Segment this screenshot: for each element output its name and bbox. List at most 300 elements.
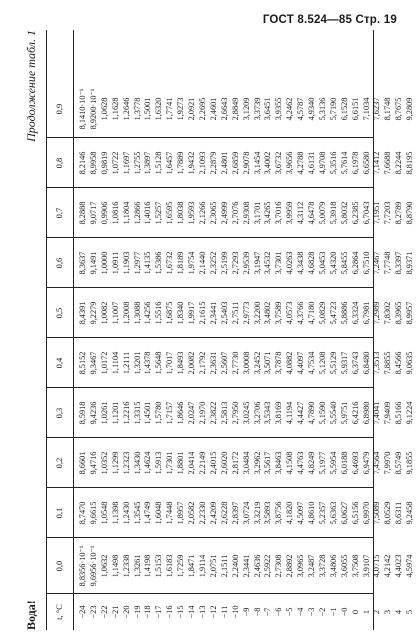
table-cell: 4,1508: [285, 451, 295, 475]
table-cell: 1,7301: [165, 451, 175, 475]
table-cell: 1,3897: [143, 151, 153, 175]
table-cell: 2,9308: [241, 201, 251, 225]
table-cell: 3,4802: [263, 301, 273, 325]
table-cell: 5,0829: [317, 301, 327, 325]
table-cell: 3,4265: [263, 201, 273, 225]
table-cell: 4,5974: [405, 554, 415, 578]
table-cell: 1,9432: [187, 151, 197, 175]
table-cell: 5,8886: [339, 301, 349, 325]
table-cell: 4,2788: [296, 151, 306, 175]
header-column: 0,1: [54, 507, 64, 519]
table-cell: 1,5516: [154, 301, 164, 325]
table-cell: 3,3739: [252, 97, 262, 121]
table-cell: 3,1947: [252, 251, 262, 275]
value-column: [78, 288, 416, 338]
table-cell: −1: [328, 607, 338, 617]
table-cell: 5,1977: [317, 451, 327, 475]
table-cell: 4,8249: [307, 451, 317, 475]
table-cell: 4,7890: [307, 401, 317, 425]
table-cell: 3,7301: [274, 251, 284, 275]
table-cell: 4,7534: [307, 351, 317, 375]
table-cell: 1,8471: [187, 554, 197, 578]
table-cell: 1,0000: [99, 251, 109, 275]
table-cell: 9,4236: [88, 401, 98, 425]
table-cell: 1,8038: [176, 201, 186, 225]
table-cell: 6,5156: [350, 501, 360, 525]
table-cell: 2,5403: [219, 301, 229, 325]
table-continuation-label: Продолжение табл. 1: [24, 30, 38, 142]
column-divider: [46, 237, 374, 238]
table-cell: 5,1208: [317, 351, 327, 375]
table-cell: 2,3252: [208, 251, 218, 275]
table-cell: −11: [219, 605, 229, 619]
table-cell: 1,0628: [99, 97, 109, 121]
table-cell: 2,4601: [208, 97, 218, 121]
table-cell: 2,4209: [208, 501, 218, 525]
table-cell: 8,9958: [88, 151, 98, 175]
table-cell: −23: [88, 605, 98, 619]
table-cell: 8,5749: [394, 451, 404, 475]
table-cell: 1,7017: [165, 351, 175, 375]
table-cell: 3,2706: [252, 401, 262, 425]
table-cell: 1,1201: [110, 401, 120, 425]
page-header: ГОСТ 8.524—85 Стр. 19: [262, 14, 397, 26]
table-cell: 2,1970: [197, 401, 207, 425]
table-cell: 2: [372, 609, 382, 615]
table-cell: 8,8790: [405, 201, 415, 225]
table-cell: 1,7741: [165, 97, 175, 121]
table-cell: 3,2200: [252, 301, 262, 325]
table-cell: 1,9114: [197, 554, 207, 578]
table-cell: 5,0453: [317, 251, 327, 275]
table-cell: 6,6151: [350, 97, 360, 121]
rotated-page-content: [18, 30, 415, 630]
table-cell: 1,6048: [154, 501, 164, 525]
table-cell: 4,5097: [296, 501, 306, 525]
column-divider: [46, 187, 374, 188]
table-cell: 7,4041: [372, 401, 382, 425]
table-cell: 4,4763: [296, 451, 306, 475]
table-cell: 2,7076: [230, 201, 240, 225]
table-cell: 7,6688: [383, 151, 393, 175]
table-cell: 3,5343: [263, 401, 273, 425]
table-cell: 9,1491: [88, 251, 98, 275]
table-cell: 1,2430: [121, 501, 131, 525]
table-cell: 1,1299: [110, 451, 120, 475]
table-cell: 1,1007: [110, 301, 120, 325]
table-cell: 1,8340: [176, 301, 186, 325]
table-cell: 8,5918: [78, 401, 87, 425]
table-cell: 1,9273: [176, 97, 186, 121]
table-cell: −21: [110, 605, 120, 619]
table-cell: 4,6828: [307, 251, 317, 275]
table-title: Вода!: [24, 600, 38, 630]
table-cell: 1,4749: [143, 501, 153, 525]
table-cell: 5,5540: [328, 401, 338, 425]
table-cell: 7,1034: [361, 97, 371, 121]
table-cell: 5: [405, 609, 415, 615]
table-cell: 4,1194: [285, 401, 295, 425]
table-cell: 2,1093: [197, 151, 207, 175]
table-cell: 1,5128: [154, 151, 164, 175]
table-cell: 4,9340: [307, 97, 317, 121]
table-cell: 8,3965: [394, 301, 404, 325]
table-cell: 3,7589: [274, 301, 284, 325]
table-cell: 4,0573: [285, 301, 295, 325]
table-cell: 8,7675: [394, 97, 404, 121]
table-cell: 2,1615: [197, 301, 207, 325]
table-cell: 7,4564: [372, 451, 382, 475]
table-cell: 1,4135: [143, 251, 153, 275]
table-cell: 7,9970: [383, 451, 393, 475]
table-cell: 6,2864: [350, 251, 360, 275]
table-cell: 2,9773: [241, 301, 251, 325]
table-cell: 8,9200·10⁻¹: [88, 88, 98, 130]
value-column: [78, 438, 416, 488]
table-cell: 3,5893: [263, 501, 273, 525]
table-cell: 3,0008: [241, 351, 251, 375]
table-cell: 1,6183: [165, 554, 175, 578]
table-cell: 2,8849: [230, 97, 240, 121]
table-cell: 1,0816: [110, 201, 120, 225]
value-column: [78, 388, 416, 438]
column-divider: [46, 387, 374, 388]
table-cell: 1,1697: [121, 151, 131, 175]
table-cell: 4,8610: [307, 501, 317, 525]
table-cell: 4,3766: [296, 301, 306, 325]
table-cell: 3,9656: [285, 151, 295, 175]
table-cell: 2,4015: [208, 451, 218, 475]
column-divider: [46, 337, 374, 338]
value-column: [78, 238, 416, 288]
table-cell: 1,3315: [132, 401, 142, 425]
header-column: 0,9: [54, 103, 64, 115]
table-cell: 3,7508: [350, 554, 360, 578]
table-cell: −14: [187, 605, 197, 619]
table-cell: 1,8801: [176, 451, 186, 475]
table-cell: 9,3467: [88, 351, 98, 375]
table-cell: 6,0627: [339, 501, 349, 525]
table-cell: 3,3219: [252, 501, 262, 525]
table-cell: 6,2385: [350, 201, 360, 225]
table-cell: 8,6601: [78, 451, 87, 475]
table-cell: 2,3822: [208, 401, 218, 425]
table-cell: 4,9708: [317, 151, 327, 175]
table-cell: 5,7614: [339, 151, 349, 175]
table-cell: −0: [339, 607, 349, 617]
table-cell: 7,1412: [372, 151, 382, 175]
table-cell: 6,7043: [361, 201, 371, 225]
table-cell: 4,4023: [394, 554, 404, 578]
table-cell: 1,5648: [154, 351, 164, 375]
table-cell: 5,1590: [317, 401, 327, 425]
table-cell: 6,8480: [361, 351, 371, 375]
table-cell: 4,4427: [296, 401, 306, 425]
table-cell: 6,8980: [361, 401, 371, 425]
table-cell: 2,1511: [219, 554, 229, 578]
table-cell: 3,8756: [274, 501, 284, 525]
table-cell: 1,5257: [154, 201, 164, 225]
table-cell: 9,2279: [88, 301, 98, 325]
column-divider: [46, 487, 374, 488]
table-cell: 9,4716: [88, 451, 98, 475]
column-divider: [46, 287, 374, 288]
header-temperature: t, °C: [54, 604, 64, 620]
table-cell: −22: [99, 605, 109, 619]
table-cell: 1,1628: [110, 97, 120, 121]
table-cell: 3,4002: [263, 151, 273, 175]
table-cell: 4,3112: [296, 201, 306, 225]
table-cell: 7,5089: [372, 501, 382, 525]
value-column: [78, 138, 416, 188]
table-cell: 9,1855: [405, 451, 415, 475]
table-cell: 4,4097: [296, 351, 306, 375]
table-cell: 1,2866: [132, 201, 142, 225]
table-cell: 1,3088: [132, 301, 142, 325]
table-cell: 5,3918: [328, 201, 338, 225]
table-cell: 1,1104: [110, 351, 120, 375]
column-divider: [46, 593, 374, 594]
table-cell: 1,3545: [132, 501, 142, 525]
table-cell: 9,1224: [405, 401, 415, 425]
table-cell: 8,2244: [394, 151, 404, 175]
table-cell: −20: [121, 605, 131, 619]
table-cell: 2,0751: [208, 554, 218, 578]
table-cell: 8,8195: [405, 151, 415, 175]
table-cell: 7,9409: [383, 401, 393, 425]
table-cell: 1,3201: [132, 351, 142, 375]
header-column: 0,7: [54, 207, 64, 219]
data-table: [46, 30, 415, 630]
table-header-rule: [73, 30, 74, 630]
header-column: 0,0: [54, 560, 64, 572]
table-cell: 3,9959: [285, 201, 295, 225]
table-cell: 2,2879: [208, 151, 218, 175]
table-cell: 7,7203: [383, 201, 393, 225]
value-column: [78, 538, 416, 594]
table-cell: 1,0261: [99, 401, 109, 425]
table-cell: 7,2989: [372, 301, 382, 325]
table-cell: 3: [383, 609, 393, 615]
table-cell: 1,4378: [143, 351, 153, 375]
table-cell: 4,0882: [285, 351, 295, 375]
table-cell: 6,1528: [339, 97, 349, 121]
table-cell: 8,2888: [78, 201, 87, 225]
table-cell: 2,4999: [219, 201, 229, 225]
table-cell: 2,3065: [208, 201, 218, 225]
table-cell: 4: [394, 609, 404, 615]
table-cell: 9,2458: [405, 501, 415, 525]
table-cell: 1,4198: [143, 554, 153, 578]
table-cell: 5,5129: [328, 351, 338, 375]
table-cell: 3,5617: [263, 451, 273, 475]
table-cell: 2,7950: [230, 401, 240, 425]
table-cell: 2,6643: [219, 97, 229, 121]
table-cell: 3,0724: [241, 501, 251, 525]
table-cell: 8,0529: [383, 501, 393, 525]
table-cell: 1,2216: [121, 401, 131, 425]
table-cell: 1,9754: [187, 251, 197, 275]
table-cell: 8,1748: [383, 97, 393, 121]
table-cell: 2,0247: [187, 401, 197, 425]
table-cell: 1: [361, 609, 371, 615]
table-cell: 9,0717: [88, 201, 98, 225]
table-cell: 9,2809: [405, 97, 415, 121]
table-cell: −16: [165, 605, 175, 619]
table-cell: 4,7180: [307, 301, 317, 325]
table-cell: 8,9371: [405, 251, 415, 275]
table-cell: 1,2111: [121, 351, 131, 375]
table-cell: 3,2452: [252, 351, 262, 375]
table-cell: 4,6478: [307, 201, 317, 225]
table-cell: 3,5071: [263, 351, 273, 375]
table-cell: 1,5386: [154, 251, 164, 275]
table-cell: 1,3430: [132, 451, 142, 475]
table-cell: 8,9957: [405, 301, 415, 325]
table-cell: 2,3631: [208, 351, 218, 375]
table-cell: 5,8032: [339, 201, 349, 225]
table-cell: −4: [296, 607, 306, 617]
table-cell: 8,3397: [394, 251, 404, 275]
table-cell: 5,3516: [328, 151, 338, 175]
table-cell: 3,7016: [274, 201, 284, 225]
table-cell: 1,5913: [154, 451, 164, 475]
value-column: [78, 80, 416, 138]
table-cell: 3,9355: [274, 97, 284, 121]
table-cell: 5,6363: [328, 501, 338, 525]
table-cell: 3,1701: [252, 201, 262, 225]
table-cell: 3,8169: [274, 401, 284, 425]
table-cell: 5,2357: [317, 501, 327, 525]
table-cell: 1,0082: [99, 301, 109, 325]
table-cell: 2,2330: [197, 501, 207, 525]
table-cell: 3,0245: [241, 401, 251, 425]
table-cell: 1,6732: [165, 251, 175, 275]
table-cell: 8,2789: [394, 201, 404, 225]
table-cell: 2,3441: [241, 554, 251, 578]
table-cell: 2,0921: [187, 97, 197, 121]
table-cell: 2,5922: [263, 554, 273, 578]
table-cell: 2,6020: [219, 451, 229, 475]
table-cell: 2,9078: [241, 151, 251, 175]
column-divider: [46, 437, 374, 438]
table-cell: 4,5787: [296, 97, 306, 121]
table-cell: 1,2323: [121, 451, 131, 475]
table-cell: 1,9593: [187, 201, 197, 225]
table-cell: 6,4693: [350, 451, 360, 475]
table-cell: 6,1978: [350, 151, 360, 175]
table-cell: 6,7981: [361, 301, 371, 325]
table-cell: −10: [230, 605, 240, 619]
table-cell: −24: [78, 605, 87, 619]
table-cell: −19: [132, 605, 142, 619]
table-cell: 5,4723: [328, 301, 338, 325]
column-divider: [46, 137, 374, 138]
table-cell: 3,9107: [361, 554, 371, 578]
table-cell: 8,6311: [394, 501, 404, 525]
table-cell: 2,1440: [197, 251, 207, 275]
table-cell: 6,6580: [361, 151, 371, 175]
table-cell: 4,0263: [285, 251, 295, 275]
table-cell: 0,9819: [99, 151, 109, 175]
table-cell: 1,0548: [99, 501, 109, 525]
table-cell: 8,4391: [78, 301, 87, 325]
table-cell: 5,5954: [328, 451, 338, 475]
table-cell: −3: [307, 607, 317, 617]
table-cell: 1,2646: [121, 97, 131, 121]
table-cell: −17: [154, 605, 164, 619]
table-cell: 1,1804: [121, 201, 131, 225]
table-cell: 3,0965: [296, 554, 306, 578]
table-cell: 1,5153: [154, 554, 164, 578]
table-cell: 5,9751: [339, 401, 349, 425]
table-cell: 5,9317: [339, 351, 349, 375]
table-cell: 6,4216: [350, 401, 360, 425]
table-cell: 5,3136: [317, 97, 327, 121]
table-cell: 2,4636: [252, 554, 262, 578]
table-cell: 1,7157: [165, 401, 175, 425]
table-cell: 1,6457: [165, 151, 175, 175]
table-cell: 8,7470: [78, 501, 87, 525]
table-cell: 2,7730: [230, 351, 240, 375]
table-cell: 8,5152: [78, 351, 87, 375]
table-cell: 2,0582: [187, 501, 197, 525]
table-cell: 8,2146: [78, 151, 87, 175]
table-cell: −6: [274, 607, 284, 617]
table-cell: 2,8397: [230, 501, 240, 525]
table-cell: 1,0722: [110, 151, 120, 175]
table-cell: 1,1398: [110, 501, 120, 525]
table-cell: 1,6875: [165, 301, 175, 325]
table-cell: −7: [263, 607, 273, 617]
table-cell: 1,4016: [143, 201, 153, 225]
table-cell: 1,2338: [121, 554, 131, 578]
table-cell: 2,9539: [241, 251, 251, 275]
table-cell: −9: [241, 607, 251, 617]
temperature-column: [78, 594, 416, 630]
table-cell: 2,2695: [197, 97, 207, 121]
table-cell: 3,6055: [339, 554, 349, 578]
table-cell: 6,9479: [361, 451, 371, 475]
table-cell: −15: [176, 605, 186, 619]
table-cell: 2,8892: [285, 554, 295, 578]
table-cell: 9,0635: [405, 351, 415, 375]
table-cell: 2,7511: [230, 301, 240, 325]
table-cell: 5,4320: [328, 251, 338, 275]
table-cell: 3,2962: [252, 451, 262, 475]
table-cell: 1,0172: [99, 351, 109, 375]
table-cell: 8,1410·10⁻¹: [78, 88, 87, 130]
table-cell: 2,3441: [208, 301, 218, 325]
table-cell: 2,2400: [230, 554, 240, 578]
header-column: 0,5: [54, 307, 64, 319]
table-cell: 2,1266: [197, 201, 207, 225]
value-column: [78, 488, 416, 538]
table-cell: 3,6732: [274, 151, 284, 175]
table-cell: −2: [317, 607, 327, 617]
table-cell: 1,1903: [121, 251, 131, 275]
table-cell: 1,7259: [176, 554, 186, 578]
table-cell: 6,3324: [350, 301, 360, 325]
table-cell: 8,3637: [78, 251, 87, 275]
table-cell: 4,6131: [307, 151, 317, 175]
table-cell: 7,1951: [372, 201, 382, 225]
table-cell: 6,9970: [361, 501, 371, 525]
table-cell: 4,2462: [285, 97, 295, 121]
table-cell: 1,8189: [176, 251, 186, 275]
table-cell: −8: [252, 607, 262, 617]
table-cell: 1,5780: [154, 401, 164, 425]
